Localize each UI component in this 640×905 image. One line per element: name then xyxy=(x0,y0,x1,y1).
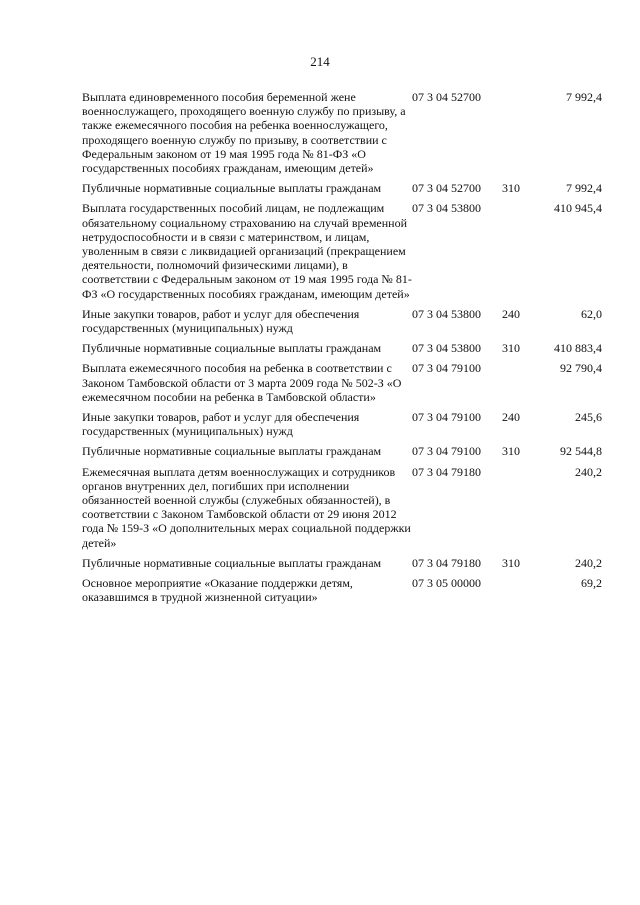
row-description: Публичные нормативные социальные выплаты гражданам xyxy=(82,555,382,570)
row-expense-type xyxy=(502,576,537,604)
row-code: 07 3 04 79100 xyxy=(412,361,481,376)
row-amount: 92 790,4 xyxy=(560,361,602,376)
row-description: Выплата ежемесячного пособия на ребенка в соответствии с Законом Тамбовской области от 3 марта 2009 года № 502-З «О ежемесячном пособии на ребенка в Тамбовской области» xyxy=(82,361,402,404)
row-description: Публичные нормативные социальные выплаты гражданам xyxy=(82,341,382,356)
table-row xyxy=(82,465,602,550)
row-description: Иные закупки товаров, работ и услуг для обеспечения государственных (муниципальных) нужд xyxy=(82,306,360,336)
table-row xyxy=(82,181,602,195)
row-code: 07 3 04 52700 xyxy=(412,90,481,104)
table-row xyxy=(82,444,602,458)
row-code: 07 3 04 79100 xyxy=(412,444,481,459)
row-code: 07 3 04 79180 xyxy=(412,464,481,479)
row-amount: 240,2 xyxy=(575,464,602,479)
row-expense-type: 310 xyxy=(502,341,520,356)
row-code: 07 3 04 53800 xyxy=(412,201,481,216)
table-row xyxy=(82,576,602,604)
row-expense-type: 310 xyxy=(502,181,520,196)
row-description: Основное мероприятие «Оказание поддержки детям, оказавшимся в трудной жизненной ситуации» xyxy=(82,576,353,605)
table-row xyxy=(82,361,602,404)
row-expense-type xyxy=(502,201,537,300)
row-description: Ежемесячная выплата детям военнослужащих и сотрудников органов внутренних дел, погибших при исполнении обязанностей военной службы (служебных обязанностей), в соответствии с Законом Тамбовской области от 29 июня 2012 года № 159-З «О дополнительных мерах социальной поддержки детей» xyxy=(82,464,411,550)
row-expense-type: 310 xyxy=(502,444,520,459)
row-code: 07 3 04 79180 xyxy=(412,555,481,570)
row-amount: 69,2 xyxy=(581,576,602,591)
row-amount: 240,2 xyxy=(575,555,602,570)
row-amount: 410 945,4 xyxy=(554,201,602,216)
table-row xyxy=(82,307,602,335)
row-code: 07 3 04 52700 xyxy=(412,181,481,196)
row-code: 07 3 05 00000 xyxy=(412,576,481,591)
row-expense-type xyxy=(502,465,537,550)
row-amount: 92 544,8 xyxy=(560,444,602,459)
table-row xyxy=(82,341,602,355)
budget-table xyxy=(82,90,602,611)
row-expense-type: 240 xyxy=(502,410,520,425)
row-amount: 7 992,4 xyxy=(566,181,602,196)
row-description: Выплата единовременного пособия беременной жене военнослужащего, проходящего военную службу по призыву, а также ежемесячного пособия на ребенка военнослужащего, проходящего военную службу по призыву, в соответствии с Федеральным законом от 19 мая 1995 года № 81-ФЗ «О государственных пособиях гражданам, имеющим детей» xyxy=(82,90,406,176)
table-row xyxy=(82,556,602,570)
row-amount: 7 992,4 xyxy=(566,90,602,104)
row-expense-type: 310 xyxy=(502,555,520,570)
row-description: Публичные нормативные социальные выплаты гражданам xyxy=(82,444,382,459)
row-amount: 410 883,4 xyxy=(554,341,602,356)
row-code: 07 3 04 53800 xyxy=(412,341,481,356)
table-row xyxy=(82,90,602,175)
row-amount: 62,0 xyxy=(581,306,602,321)
row-expense-type: 240 xyxy=(502,306,520,321)
row-description: Публичные нормативные социальные выплаты гражданам xyxy=(82,181,382,196)
row-code: 07 3 04 53800 xyxy=(412,306,481,321)
table-row xyxy=(82,201,602,300)
row-expense-type xyxy=(502,90,537,175)
row-description: Выплата государственных пособий лицам, не подлежащим обязательному социальному страхованию на случай временной нетрудоспособности и в связи с материнством, и лицам, уволенным в связи с ликвидацией организаций (прекращением деятельности, полномочий физическими лицами), в соответствии с Федеральным законом от 19 мая 1995 года № 81-ФЗ «О государственных пособиях гражданам, имеющим детей» xyxy=(82,201,412,301)
row-description: Иные закупки товаров, работ и услуг для обеспечения государственных (муниципальных) нужд xyxy=(82,410,360,439)
table-row xyxy=(82,410,602,438)
row-amount: 245,6 xyxy=(575,410,602,425)
row-code: 07 3 04 79100 xyxy=(412,410,481,425)
row-expense-type xyxy=(502,361,537,404)
page-number: 214 xyxy=(310,54,330,69)
